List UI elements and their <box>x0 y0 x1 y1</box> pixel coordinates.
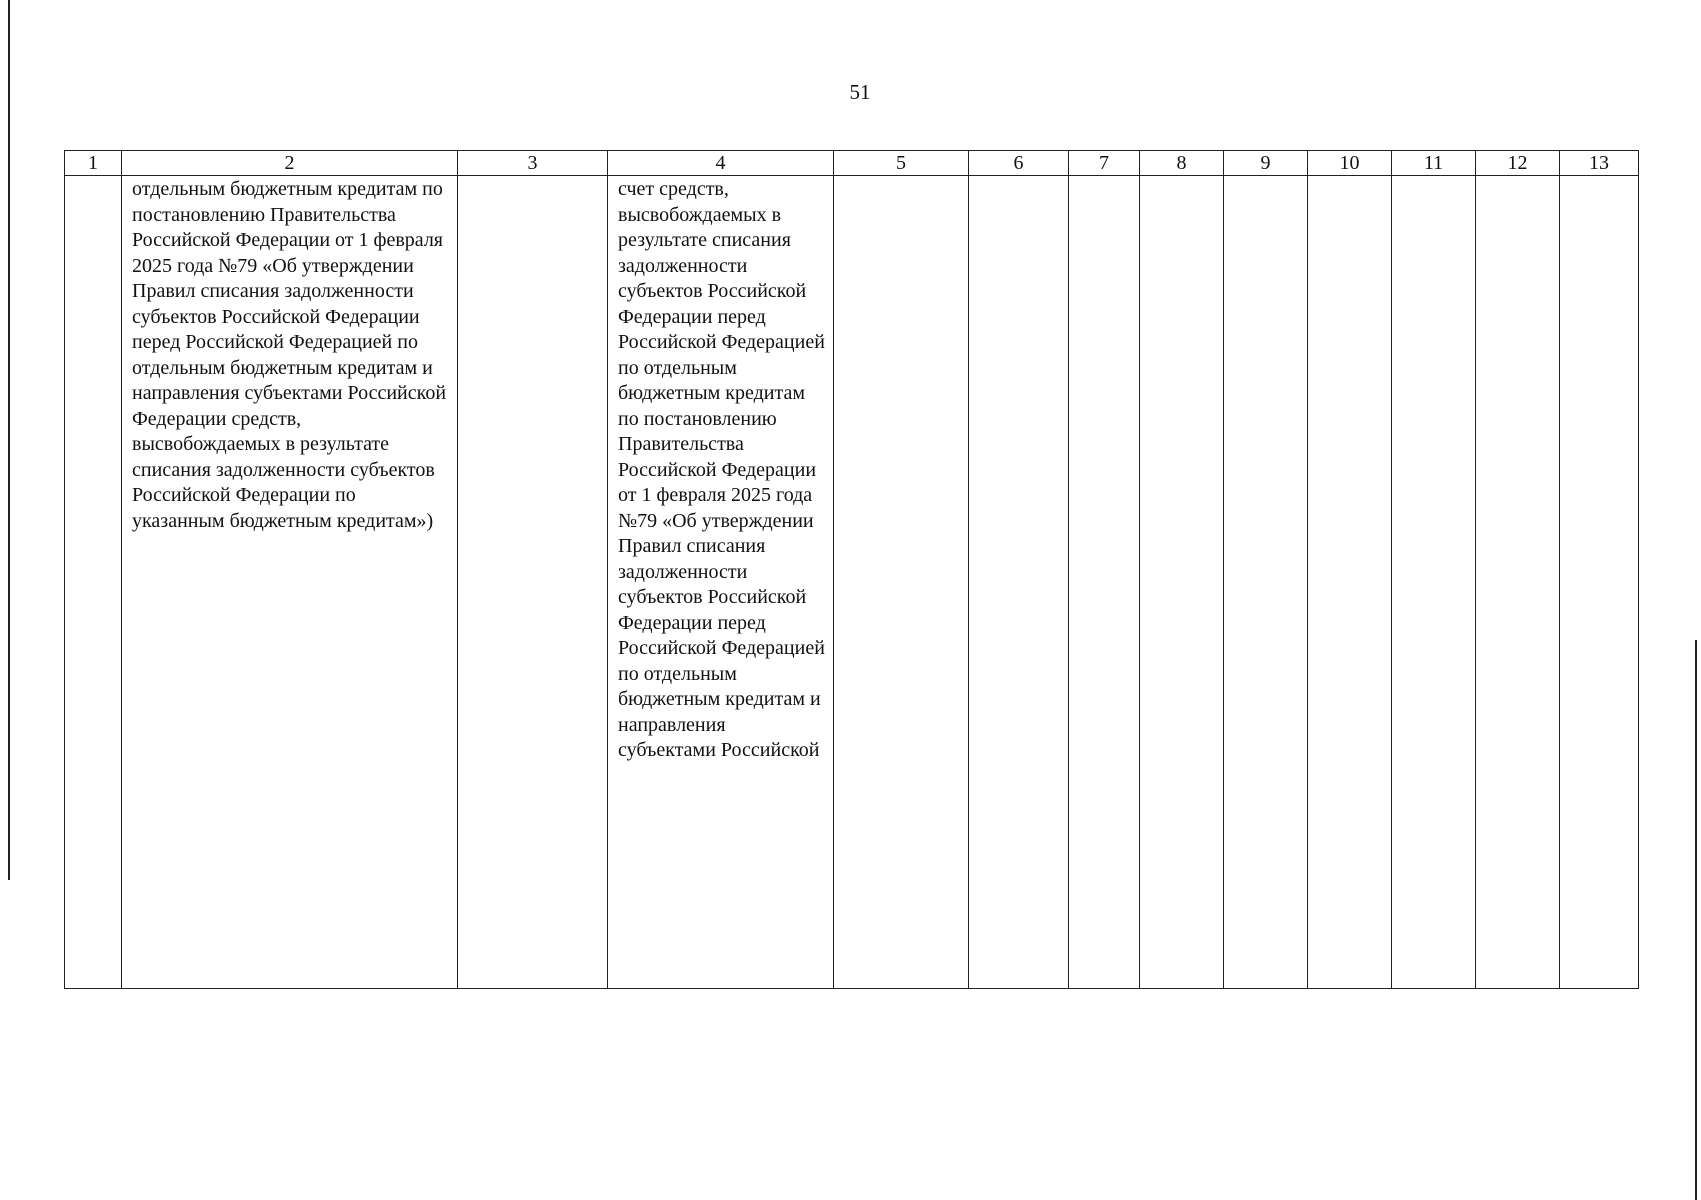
cell-col-8 <box>1140 176 1224 989</box>
cell-col-2 <box>122 176 458 989</box>
cell-text-col-9 <box>1224 176 1307 177</box>
column-header-1: 1 <box>65 151 122 176</box>
column-header-9: 9 <box>1224 151 1308 176</box>
cell-text-col-4: счет средств, высвобождаемых в результате списания задолженности субъектов Российской Федерации перед Российской Федерацией по отдельным бюджетным кредитам по постановлению Правительства Российской Федерации от 1 февраля 2025 года №79 «Об утверждении Правил списания задолженности субъектов Российской Федерации перед Российской Федерацией по отдельным бюджетным кредитам и направления субъектами Российской <box>618 178 825 761</box>
column-header-4: 4 <box>608 151 834 176</box>
table-row <box>65 176 1639 989</box>
cell-col-7 <box>1069 176 1140 989</box>
scan-edge-left <box>8 0 10 880</box>
cell-text-col-7 <box>1069 176 1139 177</box>
cell-col-12 <box>1476 176 1560 989</box>
page-number: 51 <box>849 80 871 104</box>
cell-col-3 <box>458 176 608 989</box>
cell-text-col-3 <box>458 176 607 177</box>
column-header-8: 8 <box>1140 151 1224 176</box>
cell-text-col-11 <box>1392 176 1475 177</box>
cell-col-13 <box>1560 176 1639 989</box>
cell-text-col-5 <box>834 176 968 177</box>
column-header-6: 6 <box>969 151 1069 176</box>
cell-text-col-2: отдельным бюджетным кредитам по постановлению Правительства Российской Федерации от 1 февраля 2025 года №79 «Об утверждении Правил списания задолженности субъектов Российской Федерации перед Российской Федерацией по отдельным бюджетным кредитам и направления субъектами Российской Федерации средств, высвобождаемых в результате списания задолженности субъектов Российской Федерации по указанным бюджетным кредитам») <box>132 178 447 532</box>
column-header-12: 12 <box>1476 151 1560 176</box>
column-header-13: 13 <box>1560 151 1639 176</box>
cell-text-col-8 <box>1140 176 1223 177</box>
scan-edge-right <box>1695 640 1697 1200</box>
column-header-11: 11 <box>1392 151 1476 176</box>
column-header-10: 10 <box>1308 151 1392 176</box>
column-header-7: 7 <box>1069 151 1140 176</box>
cell-col-11 <box>1392 176 1476 989</box>
cell-col-1 <box>65 176 122 989</box>
cell-text-col-12 <box>1476 176 1559 177</box>
cell-col-10 <box>1308 176 1392 989</box>
column-header-5: 5 <box>834 151 969 176</box>
cell-col-6 <box>969 176 1069 989</box>
cell-text-col-1 <box>65 176 121 177</box>
cell-text-col-6 <box>969 176 1068 177</box>
cell-col-5 <box>834 176 969 989</box>
table-header-row <box>65 151 1639 176</box>
document-table <box>64 150 1639 989</box>
cell-text-col-13 <box>1560 176 1638 177</box>
cell-text-col-10 <box>1308 176 1391 177</box>
column-header-2: 2 <box>122 151 458 176</box>
cell-col-4 <box>608 176 834 989</box>
cell-col-9 <box>1224 176 1308 989</box>
column-header-3: 3 <box>458 151 608 176</box>
